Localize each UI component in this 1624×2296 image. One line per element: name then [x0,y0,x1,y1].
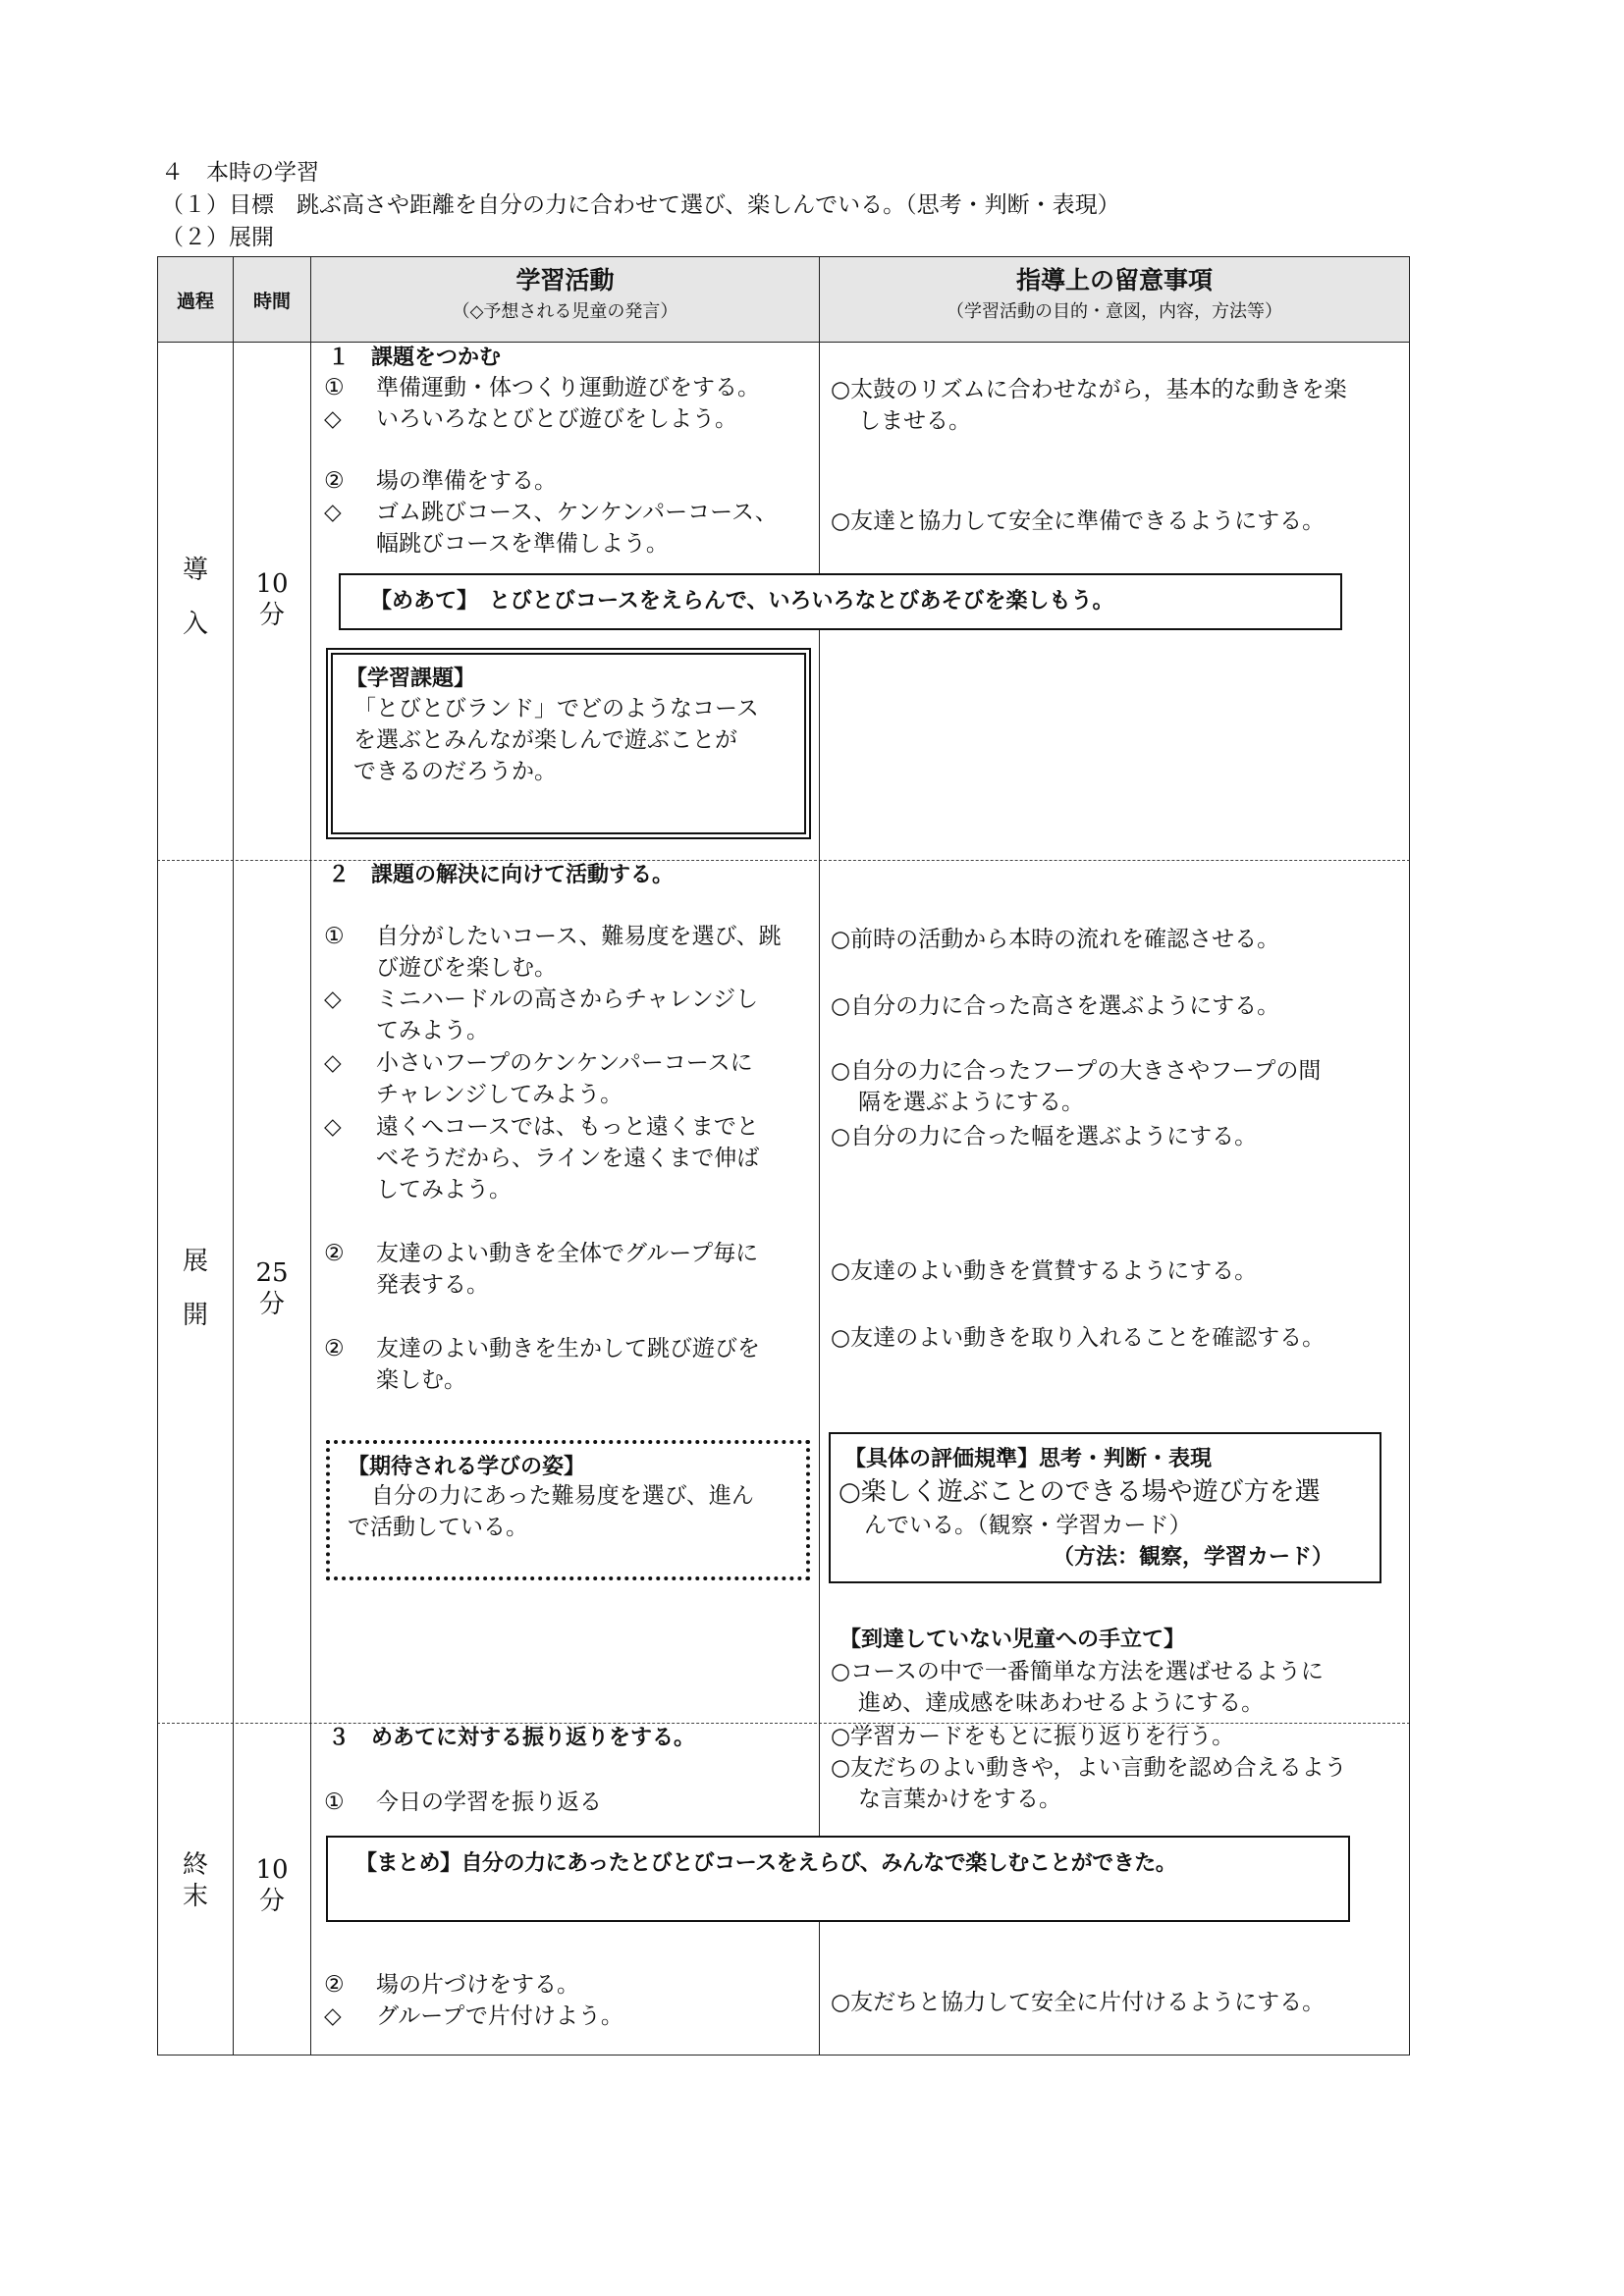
intro-act-2b-line2: 幅跳びコースを準備しよう。 [376,531,669,557]
table-bottom-border [157,2055,1410,2056]
col-divider-3 [819,256,820,2056]
main-note-5: ○友達のよい動きを賞賛するようにする。 [831,1258,1258,1284]
main-a4-line3: してみよう。 [376,1177,512,1202]
main-note-6: ○友達のよい動きを取り入れることを確認する。 [831,1325,1326,1351]
intro-time-2: 分 [258,601,285,630]
intro-step-title: １ 課題をつかむ [328,346,502,370]
eval-line2: んでいる。（観察・学習カード） [864,1513,1192,1538]
col-divider-2 [310,256,311,2056]
intro-note-2: ○友達と協力して安全に準備できるようにする。 [831,508,1326,534]
development-heading: （２）展開 [161,225,274,250]
intro-note-1-line1: ○太鼓のリズムに合わせながら，基本的な動きを楽 [831,377,1347,402]
main-note-1: ○前時の活動から本時の流れを確認させる。 [831,927,1280,952]
end-a2-mark: ② [324,1972,345,1998]
main-note-3-line2: 隔を選ぶようにする。 [858,1090,1084,1115]
main-a6-line1: 友達のよい動きを生かして跳び遊びを [376,1336,760,1362]
end-note-2-line1: ○友だちのよい動きや，よい言動を認め合えるよう [831,1755,1347,1781]
header-notes-title: 指導上の留意事項 [1015,266,1213,294]
eval-title: 【具体の評価規準】思考・判断・表現 [844,1447,1213,1471]
kadai-line1: 「とびとびランド」でどのようなコース [353,696,759,721]
main-process-1: 展 [182,1247,208,1276]
eval-line1: ○楽しく遊ぶことのできる場や遊び方を選 [839,1477,1321,1507]
table-top-border [157,256,1410,257]
end-note-2-line2: な言葉かけをする。 [858,1787,1061,1812]
main-a1-line1: 自分がしたいコース、難易度を選び、跳 [376,924,782,949]
main-step-title: ２ 課題の解決に向けて活動する。 [328,863,675,887]
expect-title: 【期待される学びの姿】 [348,1455,586,1479]
main-a3-line1: 小さいフープのケンケンパーコースに [376,1050,753,1076]
main-a2-mark: ◇ [324,987,342,1012]
eval-method: （方法：観察，学習カード） [1053,1545,1334,1570]
main-note-4: ○自分の力に合った幅を選ぶようにする。 [831,1124,1258,1149]
end-a3: グループで片付けよう。 [376,2003,623,2029]
main-a6-mark: ② [324,1336,345,1362]
intro-act-2a: 場の準備をする。 [376,468,557,494]
support-line1: ○コースの中で一番簡単な方法を選ばせるように [831,1659,1324,1684]
main-a4-line2: べそうだから、ラインを遠くまで伸ば [376,1146,760,1171]
main-time-1: 25 [255,1258,289,1288]
table-left-border [157,256,158,2056]
end-process-2: 末 [182,1882,208,1911]
kadai-line2: を選ぶとみんなが楽しんで遊ぶことが [353,727,737,753]
main-a5-mark: ② [324,1241,345,1266]
main-process-2: 開 [182,1301,208,1330]
support-title: 【到達していない児童への手立て】 [839,1628,1186,1652]
end-time-1: 10 [255,1855,289,1885]
section-heading: ４ 本時の学習 [161,160,319,186]
intro-act-2b-line1: ゴム跳びコース、ケンケンパーコース、 [376,500,778,525]
main-a4-mark: ◇ [324,1114,342,1140]
col-divider-1 [233,256,234,2056]
kadai-title: 【学習課題】 [346,667,476,691]
end-note-1: ○学習カードをもとに振り返りを行う。 [831,1724,1235,1749]
main-a1-mark: ① [324,924,345,949]
kadai-line3: できるのだろうか。 [353,759,557,784]
main-a5-line1: 友達のよい動きを全体でグループ毎に [376,1241,759,1266]
end-process-1: 終 [182,1850,208,1880]
end-step-title: ３ めあてに対する振り返りをする。 [328,1726,696,1750]
main-a2-line1: ミニハードルの高さからチャレンジし [376,987,759,1012]
header-process: 過程 [176,291,214,312]
intro-act-1b-mark: ◇ [324,406,342,432]
expect-line1: 自分の力にあった難易度を選び、進ん [371,1483,754,1509]
intro-act-1a-mark: ① [324,375,345,400]
main-a6-line2: 楽しむ。 [376,1367,466,1393]
table-right-border [1409,256,1410,2056]
main-a3-line2: チャレンジしてみよう。 [376,1082,623,1107]
main-note-2: ○自分の力に合った高さを選ぶようにする。 [831,993,1280,1019]
intro-act-2b-mark: ◇ [324,500,342,525]
header-activity-sub: （◇予想される児童の発言） [452,301,678,322]
header-time: 時間 [252,291,291,312]
intro-process-2: 入 [182,610,208,639]
main-a5-line2: 発表する。 [376,1272,489,1298]
intro-time-1: 10 [255,569,289,599]
intro-act-2a-mark: ② [324,468,345,494]
matome-text: 【まとめ】自分の力にあったとびとびコースをえらび、みんなで楽しむことができた。 [355,1851,1177,1876]
meate-text: 【めあて】 とびとびコースをえらんで、いろいろなとびあそびを楽しもう。 [370,589,1114,614]
end-time-2: 分 [258,1887,285,1916]
main-a3-mark: ◇ [324,1050,342,1076]
expect-line2: で活動している。 [348,1515,528,1540]
main-time-2: 分 [258,1290,285,1319]
kadai-box [326,648,811,839]
header-notes-sub: （学習活動の目的・意図，内容，方法等） [947,301,1282,322]
header-activity-title: 学習活動 [515,266,615,294]
meate-box [339,573,1342,630]
end-a1-mark: ① [324,1789,345,1815]
intro-act-1a: 準備運動・体つくり運動遊びをする。 [376,375,760,400]
support-line2: 進め、達成感を味あわせるようにする。 [858,1690,1265,1716]
goal-line: （１）目標 跳ぶ高さや距離を自分の力に合わせて選び、楽しんでいる。（思考・判断・表現） [161,192,1120,218]
end-note-3: ○友だちと協力して安全に片付けるようにする。 [831,1990,1326,2015]
intro-process-1: 導 [182,556,208,585]
end-a2: 場の片づけをする。 [376,1972,579,1998]
end-a1: 今日の学習を振り返る [376,1789,602,1815]
end-a3-mark: ◇ [324,2003,342,2029]
intro-act-1b: いろいろなとびとび遊びをしよう。 [376,406,737,432]
expected-learning-box [326,1440,810,1580]
main-note-3-line1: ○自分の力に合ったフープの大きさやフープの間 [831,1058,1322,1084]
main-a4-line1: 遠くへコースでは、もっと遠くまでと [376,1114,759,1140]
matome-box [326,1836,1350,1922]
main-a2-line2: てみよう。 [376,1018,489,1043]
evaluation-criteria-box [829,1432,1381,1583]
main-a1-line2: び遊びを楽しむ。 [376,955,557,981]
intro-note-1-line2: しませる。 [858,408,971,434]
